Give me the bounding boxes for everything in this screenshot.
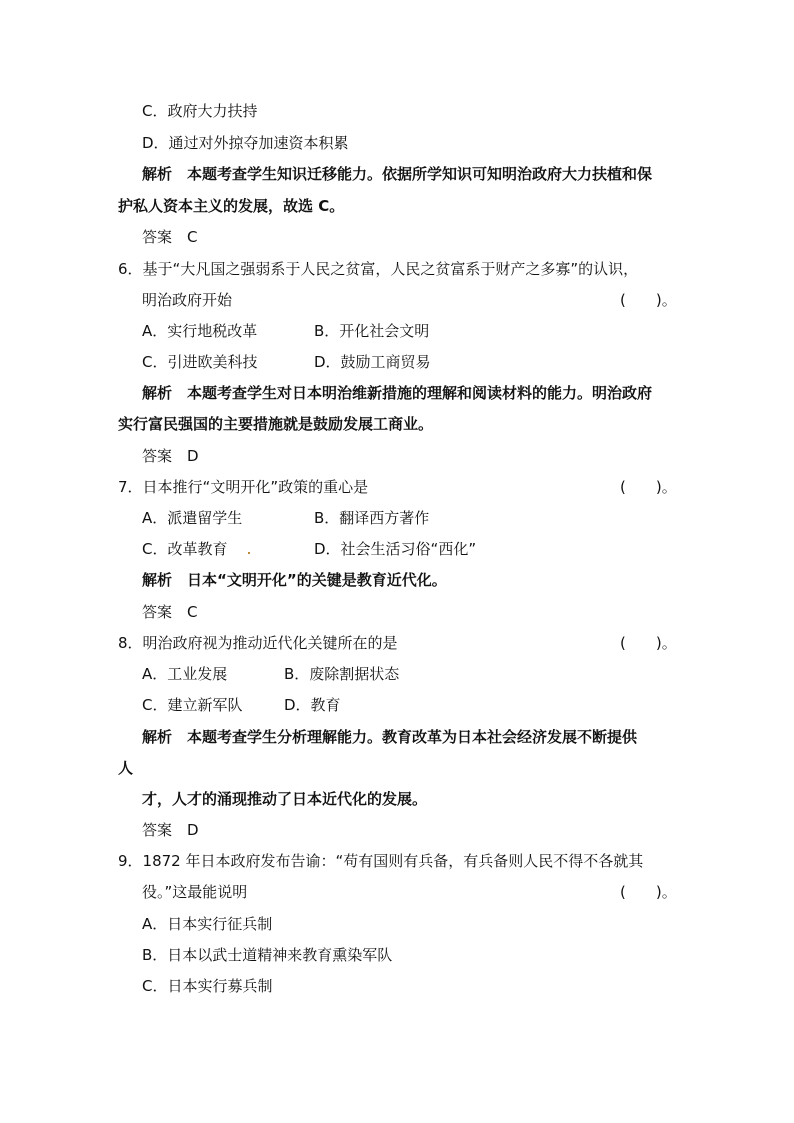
q7-option-d: D．社会生活习俗“西化” bbox=[314, 540, 477, 558]
q8-analysis-cont2: 才，人才的涌现推动了日本近代化的发展。 bbox=[142, 790, 428, 808]
q6-analysis: 解析 本题考查学生对日本明治维新措施的理解和阅读材料的能力。明治政府 bbox=[142, 384, 653, 402]
q8-analysis: 解析 本题考查学生分析理解能力。教育改革为日本社会经济发展不断提供 bbox=[142, 728, 638, 746]
q8-option-c: C．建立新军队 bbox=[142, 696, 243, 714]
q9-answer-blank: ( )。 bbox=[620, 883, 677, 901]
q7-analysis: 解析 日本“文明开化”的关键是教育近代化。 bbox=[142, 571, 447, 589]
q6-answer-blank: ( )。 bbox=[620, 291, 677, 309]
q8-option-a: A．工业发展 bbox=[142, 665, 228, 683]
q6-option-c: C．引进欧美科技 bbox=[142, 353, 258, 371]
stray-mark bbox=[248, 552, 250, 554]
analysis: 解析 本题考查学生知识迁移能力。依据所学知识可知明治政府大力扶植和保 bbox=[142, 165, 653, 183]
q6-stem-cont: 明治政府开始 bbox=[142, 291, 233, 309]
analysis-cont: 护私人资本主义的发展，故选 C。 bbox=[118, 197, 345, 215]
q8-answer-blank: ( )。 bbox=[620, 634, 677, 652]
q6-option-a: A．实行地税改革 bbox=[142, 322, 258, 340]
q7-answer-blank: ( )。 bbox=[620, 478, 677, 496]
q7-answer: 答案 C bbox=[142, 603, 198, 621]
q9-stem: 9．1872 年日本政府发布告谕：“苟有国则有兵备，有兵备则人民不得不各就其 bbox=[118, 852, 644, 870]
option-c: C．政府大力扶持 bbox=[142, 102, 258, 120]
q7-option-b: B．翻译西方著作 bbox=[314, 509, 430, 527]
q6-stem: 6．基于“大凡国之强弱系于人民之贫富，人民之贫富系于财产之多寡”的认识， bbox=[118, 260, 639, 278]
q6-answer: 答案 D bbox=[142, 447, 199, 465]
q6-option-b: B．开化社会文明 bbox=[314, 322, 430, 340]
q6-analysis-cont: 实行富民强国的主要措施就是鼓励发展工商业。 bbox=[118, 415, 434, 433]
q7-option-c: C．改革教育 bbox=[142, 540, 228, 558]
q8-option-d: D．教育 bbox=[284, 696, 341, 714]
q8-analysis-cont: 人 bbox=[118, 759, 134, 777]
q6-option-d: D．鼓励工商贸易 bbox=[314, 353, 431, 371]
q7-stem: 7．日本推行“文明开化”政策的重心是 bbox=[118, 478, 369, 496]
q9-option-b: B．日本以武士道精神来教育熏染军队 bbox=[142, 946, 393, 964]
q9-option-a: A．日本实行征兵制 bbox=[142, 915, 273, 933]
q9-stem-cont: 役。”这最能说明 bbox=[142, 883, 248, 901]
q7-option-a: A．派遣留学生 bbox=[142, 509, 243, 527]
q9-option-c: C．日本实行募兵制 bbox=[142, 977, 273, 995]
q8-answer: 答案 D bbox=[142, 821, 199, 839]
option-d: D．通过对外掠夺加速资本积累 bbox=[142, 134, 349, 152]
answer: 答案 C bbox=[142, 228, 198, 246]
q8-option-b: B．废除割据状态 bbox=[284, 665, 400, 683]
q8-stem: 8．明治政府视为推动近代化关键所在的是 bbox=[118, 634, 398, 652]
